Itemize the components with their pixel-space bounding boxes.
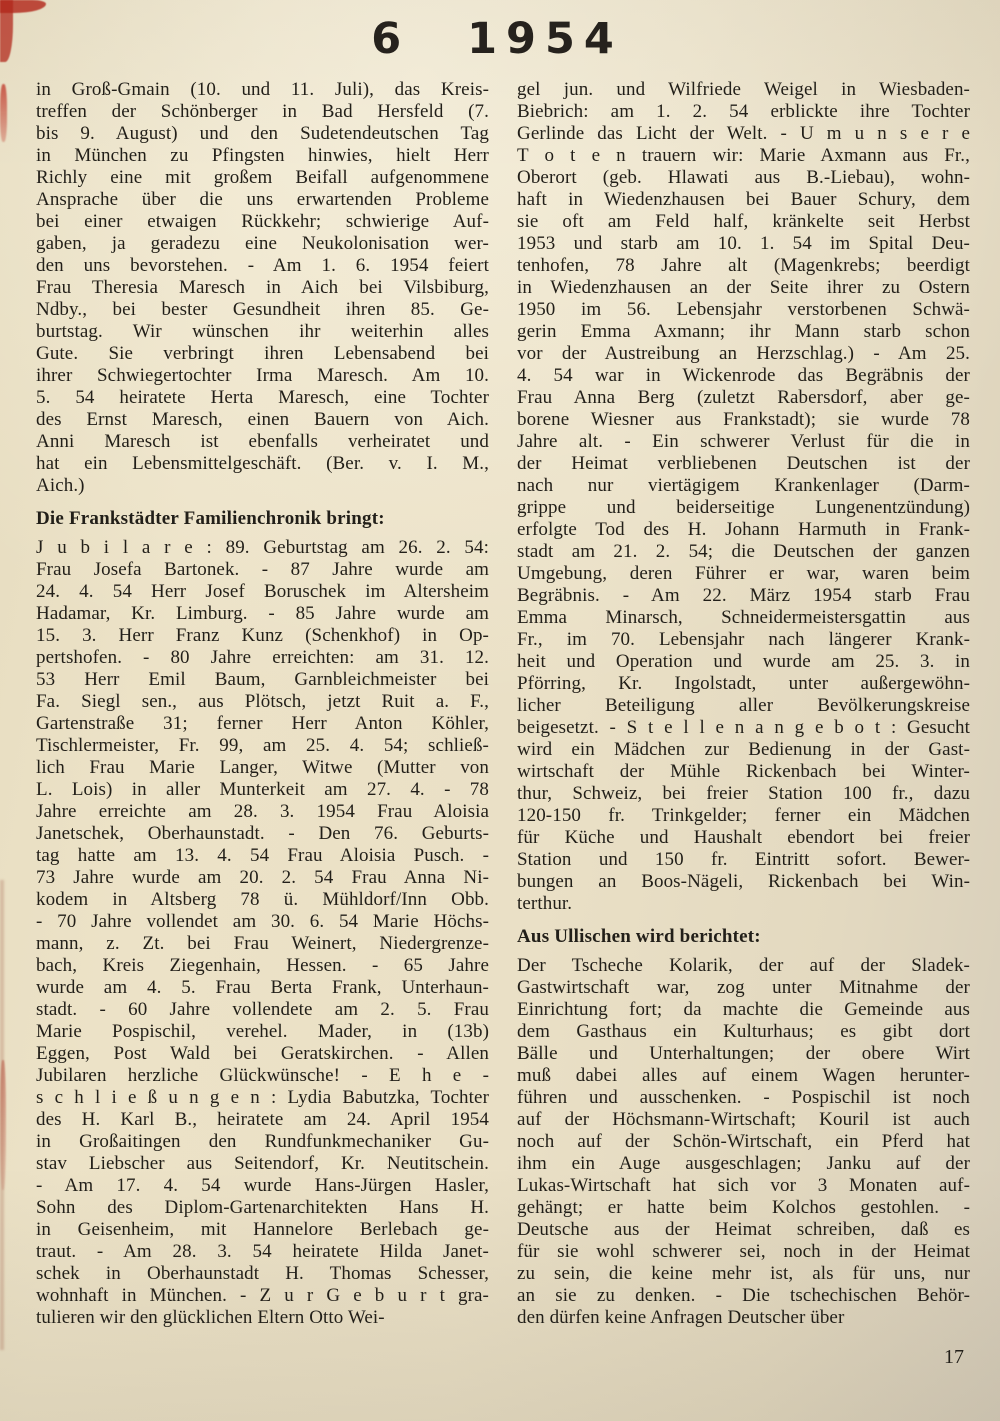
text-line: grippe und beiderseitige Lungenentzündung) <box>517 497 970 518</box>
text-line: Fr., im 70. Lebensjahr nach längerer Krank- <box>517 629 970 650</box>
text-line: Tischlermeister, Fr. 99, am 25. 4. 54; schließ- <box>36 735 489 756</box>
text-line: nach nur viertägigem Krankenlager (Darm- <box>517 475 970 496</box>
text-line: 5. 54 heiratete Herta Maresch, eine Tochter <box>36 387 489 408</box>
text-line: J u b i l a r e : 89. Geburtstag am 26. 2. 54: <box>36 537 489 558</box>
text-line: Oberort (geb. Hlawati aus B.-Liebau), wohn- <box>517 167 970 188</box>
text-line: Der Tscheche Kolarik, der auf der Sladek- <box>517 955 970 976</box>
text-line: kodem in Altsberg 78 ü. Mühldorf/Inn Obb. <box>36 889 489 910</box>
text-line: Ansprache über die uns erwartenden Probleme <box>36 189 489 210</box>
text-line: der Heimat verbliebenen Deutschen ist der <box>517 453 970 474</box>
text-line: Ndby., bei bester Gesundheit ihren 85. Ge- <box>36 299 489 320</box>
text-line: hat ein Lebensmittelgeschäft. (Ber. v. I. M., <box>36 453 489 474</box>
text-line: haft in Wiedenzhausen bei Bauer Schury, dem <box>517 189 970 210</box>
text-line: Sohn des Diplom-Gartenarchitekten Hans H. <box>36 1197 489 1218</box>
text-line: stav Liebscher aus Seitendorf, Kr. Neutitschein. <box>36 1153 489 1174</box>
red-pencil-mark-corner <box>0 0 46 13</box>
text-line: Aich.) <box>36 475 85 496</box>
text-line: bungen an Boos-Nägeli, Rickenbach bei Win- <box>517 871 970 892</box>
paragraph-ullischen-bericht <box>517 955 970 1329</box>
text-line: tulieren wir den glücklichen Eltern Otto Wei- <box>36 1307 385 1328</box>
text-line: gaben, ja geradezu eine Neukolonisation wer- <box>36 233 489 254</box>
text-line: muß dabei alles auf einem Wagen herunter- <box>517 1065 970 1086</box>
text-line: Einrichtung fort; da machte die Gemeinde aus <box>517 999 970 1020</box>
text-line: Pförring, Kr. Ingolstadt, unter außergewöhn- <box>517 673 970 694</box>
page-content <box>36 79 970 1329</box>
text-line: in München zu Pfingsten hinwies, hielt Herr <box>36 145 489 166</box>
text-line: Deutsche aus der Heimat schreiben, daß es <box>517 1219 970 1240</box>
text-line: schek in Oberhaunstadt H. Thomas Schesser, <box>36 1263 489 1284</box>
text-line: gerin Emma Axmann; ihr Mann starb schon <box>517 321 970 342</box>
section-heading-aus-ullischen: Aus Ullischen wird berichtet: <box>517 926 761 947</box>
text-line: des Ernst Maresch, einen Bauern von Aich. <box>36 409 489 430</box>
page-header <box>0 14 1000 64</box>
text-line: Gartenstraße 31; ferner Herr Anton Köhler, <box>36 713 489 734</box>
text-line: - 70 Jahre vollendet am 30. 6. 54 Marie Höchs- <box>36 911 489 932</box>
section-heading-frankstaedter-chronik: Die Frankstädter Familienchronik bringt: <box>36 508 385 529</box>
right-column <box>517 79 970 1329</box>
text-line: traut. - Am 28. 3. 54 heiratete Hilda Janet- <box>36 1241 489 1262</box>
text-line: bach, Kreis Ziegenhain, Hessen. - 65 Jahre <box>36 955 489 976</box>
text-line: ihrer Schwiegertochter Irma Maresch. Am 10. <box>36 365 489 386</box>
text-line: Lukas-Wirtschaft hat sich vor 3 Monaten auf- <box>517 1175 970 1196</box>
text-line: auf der Höchsmann-Wirtschaft; Kouril ist auch <box>517 1109 970 1130</box>
text-line: Fa. Siegl sen., aus Plötsch, jetzt Ruit a. F., <box>36 691 489 712</box>
text-line: Bälle und Unterhaltungen; der obere Wirt <box>517 1043 970 1064</box>
text-line: Umgebung, deren Führer er war, waren beim <box>517 563 970 584</box>
left-column <box>36 79 489 1329</box>
text-line: Jahre alt. - Ein schwerer Verlust für die in <box>517 431 970 452</box>
page-number: 17 <box>944 1346 964 1368</box>
text-line: Eggen, Post Wald bei Geratskirchen. - Allen <box>36 1043 489 1064</box>
text-line: 1953 und starb am 10. 1. 54 im Spital Deu- <box>517 233 970 254</box>
red-pencil-mark-edge <box>0 84 7 142</box>
text-line: dem Gasthaus ein Kulturhaus; es gibt dort <box>517 1021 970 1042</box>
text-line: pertshofen. - 80 Jahre erreichten: am 31. 12. <box>36 647 489 668</box>
text-line: thur, Schweiz, bei freier Station 100 fr., dazu <box>517 783 970 804</box>
text-line: Begräbnis. - Am 22. März 1954 starb Frau <box>517 585 970 606</box>
text-line: Frau Josefa Bartonek. - 87 Jahre wurde am <box>36 559 489 580</box>
text-line: in Großaitingen den Rundfunkmechaniker Gu- <box>36 1131 489 1152</box>
text-line: wohnhaft in München. - Z u r G e b u r t gra- <box>36 1285 489 1306</box>
red-pencil-mark-edge <box>0 1060 6 1190</box>
text-line: 24. 4. 54 Herr Josef Boruschek im Altersheim <box>36 581 489 602</box>
text-line: zu sein, die keine mehr ist, als für uns, nur <box>517 1263 970 1284</box>
text-line: wurde am 4. 5. Frau Berta Frank, Unterhaun- <box>36 977 489 998</box>
text-line: L. Lois) in aller Munterkeit am 27. 4. - 78 <box>36 779 489 800</box>
text-line: des H. Karl B., heiratete am 24. April 1954 <box>36 1109 489 1130</box>
text-line: 120-150 fr. Trinkgelder; ferner ein Mädchen <box>517 805 970 826</box>
text-line: noch auf der Schön-Wirtschaft, ein Pferd hat <box>517 1131 970 1152</box>
text-line: ihm ein Auge ausgeschlagen; Janku auf der <box>517 1153 970 1174</box>
text-line: in Groß-Gmain (10. und 11. Juli), das Kreis- <box>36 79 489 100</box>
paragraph-jubilare-eheschliessungen <box>36 537 489 1329</box>
text-line: 1950 im 56. Lebensjahr verstorbenen Schwä- <box>517 299 970 320</box>
text-line: burtstag. Wir wünschen ihr weiterhin alles <box>36 321 489 342</box>
text-line: Marie Pospischil, verehel. Mader, in (13b) <box>36 1021 489 1042</box>
text-line: 53 Herr Emil Baum, Garnbleichmeister bei <box>36 669 489 690</box>
text-line: Anni Maresch ist ebenfalls verheiratet und <box>36 431 489 452</box>
text-line: in Wiedenzhausen an der Seite ihrer zu Ostern <box>517 277 970 298</box>
text-line: Janetschek, Oberhaunstadt. - Den 76. Geburts- <box>36 823 489 844</box>
text-line: Frau Anna Berg (zuletzt Rabersdorf, aber ge- <box>517 387 970 408</box>
paragraph-family-news <box>36 79 489 497</box>
text-line: wirtschaft der Mühle Rickenbach bei Winter- <box>517 761 970 782</box>
text-line: Gute. Sie verbringt ihren Lebensabend bei <box>36 343 489 364</box>
text-line: 15. 3. Herr Franz Kunz (Schenkhof) in Op- <box>36 625 489 646</box>
text-line: Jahre erreichte am 28. 3. 1954 Frau Aloisia <box>36 801 489 822</box>
text-line: an sie zu denken. - Die tschechischen Behör- <box>517 1285 970 1306</box>
text-line: vor der Austreibung an Herzschlag.) - Am 25. <box>517 343 970 364</box>
text-line: Gastwirtschaft war, zog unter Mitnahme der <box>517 977 970 998</box>
text-line: lich Frau Marie Langer, Witwe (Mutter von <box>36 757 489 778</box>
issue-number: 6 <box>371 14 402 64</box>
text-line: gehängt; er hatte beim Kolchos gestohlen. - <box>517 1197 970 1218</box>
text-line: für Küche und Haushalt ebendort bei freier <box>517 827 970 848</box>
text-line: Hadamar, Kr. Limburg. - 85 Jahre wurde am <box>36 603 489 624</box>
text-line: heit und Operation und wurde am 25. 3. in <box>517 651 970 672</box>
text-line: T o t e n trauern wir: Marie Axmann aus Fr., <box>517 145 970 166</box>
text-line: terthur. <box>517 893 573 914</box>
text-line: den dürfen keine Anfragen Deutscher über <box>517 1307 845 1328</box>
text-line: führen und ausschenken. - Pospischil ist noch <box>517 1087 970 1108</box>
text-line: stadt. - 60 Jahre vollendete am 2. 5. Frau <box>36 999 489 1020</box>
text-line: sie oft am Feld half, kränkelte seit Herbst <box>517 211 970 232</box>
text-line: den uns bevorstehen. - Am 1. 6. 1954 feiert <box>36 255 489 276</box>
text-line: - Am 17. 4. 54 wurde Hans-Jürgen Hasler, <box>36 1175 489 1196</box>
issue-year: 1954 <box>467 14 623 64</box>
text-line: s c h l i e ß u n g e n : Lydia Babutzka, Tochter <box>36 1087 489 1108</box>
text-line: 4. 54 war in Wickenrode das Begräbnis der <box>517 365 970 386</box>
text-line: tenhofen, 78 Jahre alt (Magenkrebs; beerdigt <box>517 255 970 276</box>
text-line: bis 9. August) und den Sudetendeutschen Tag <box>36 123 489 144</box>
text-line: mann, z. Zt. bei Frau Weinert, Niedergrenze- <box>36 933 489 954</box>
text-line: Emma Minarsch, Schneidermeistersgattin aus <box>517 607 970 628</box>
text-line: beigesetzt. - S t e l l e n a n g e b o t : Gesucht <box>517 717 970 738</box>
text-line: borene Wiesner aus Frankstadt); sie wurde 78 <box>517 409 970 430</box>
text-line: Jubilaren herzliche Glückwünsche! - E h e - <box>36 1065 489 1086</box>
scan-edge-shadow <box>0 880 4 1350</box>
text-line: treffen der Schönberger in Bad Hersfeld (7. <box>36 101 489 122</box>
text-line: Frau Theresia Maresch in Aich bei Vilsbiburg, <box>36 277 489 298</box>
text-line: licher Beteiligung aller Bevölkerungskreise <box>517 695 970 716</box>
text-line: Station und 150 fr. Eintritt sofort. Bewer- <box>517 849 970 870</box>
text-line: für sie wohl schwerer sei, noch in der Heimat <box>517 1241 970 1262</box>
paragraph-toten-stellenangebot <box>517 79 970 915</box>
text-line: Gerlinde das Licht der Welt. - U m u n s e r e <box>517 123 970 144</box>
text-line: wird ein Mädchen zur Bedienung in der Gast- <box>517 739 970 760</box>
text-line: in Geisenheim, mit Hannelore Berlebach ge- <box>36 1219 489 1240</box>
text-line: 73 Jahre wurde am 20. 2. 54 Frau Anna Ni- <box>36 867 489 888</box>
text-line: Richly eine mit großem Beifall aufgenommene <box>36 167 489 188</box>
text-line: bei einer etwaigen Rückkehr; schwierige Auf- <box>36 211 489 232</box>
text-line: gel jun. und Wilfriede Weigel in Wiesbaden- <box>517 79 970 100</box>
text-line: Biebrich: am 1. 2. 54 erblickte ihre Tochter <box>517 101 970 122</box>
text-line: stadt am 21. 2. 54; die Deutschen der ganzen <box>517 541 970 562</box>
text-line: erfolgte Tod des H. Johann Harmuth in Frank- <box>517 519 970 540</box>
text-line: tag hatte am 13. 4. 54 Frau Aloisia Pusch. - <box>36 845 489 866</box>
